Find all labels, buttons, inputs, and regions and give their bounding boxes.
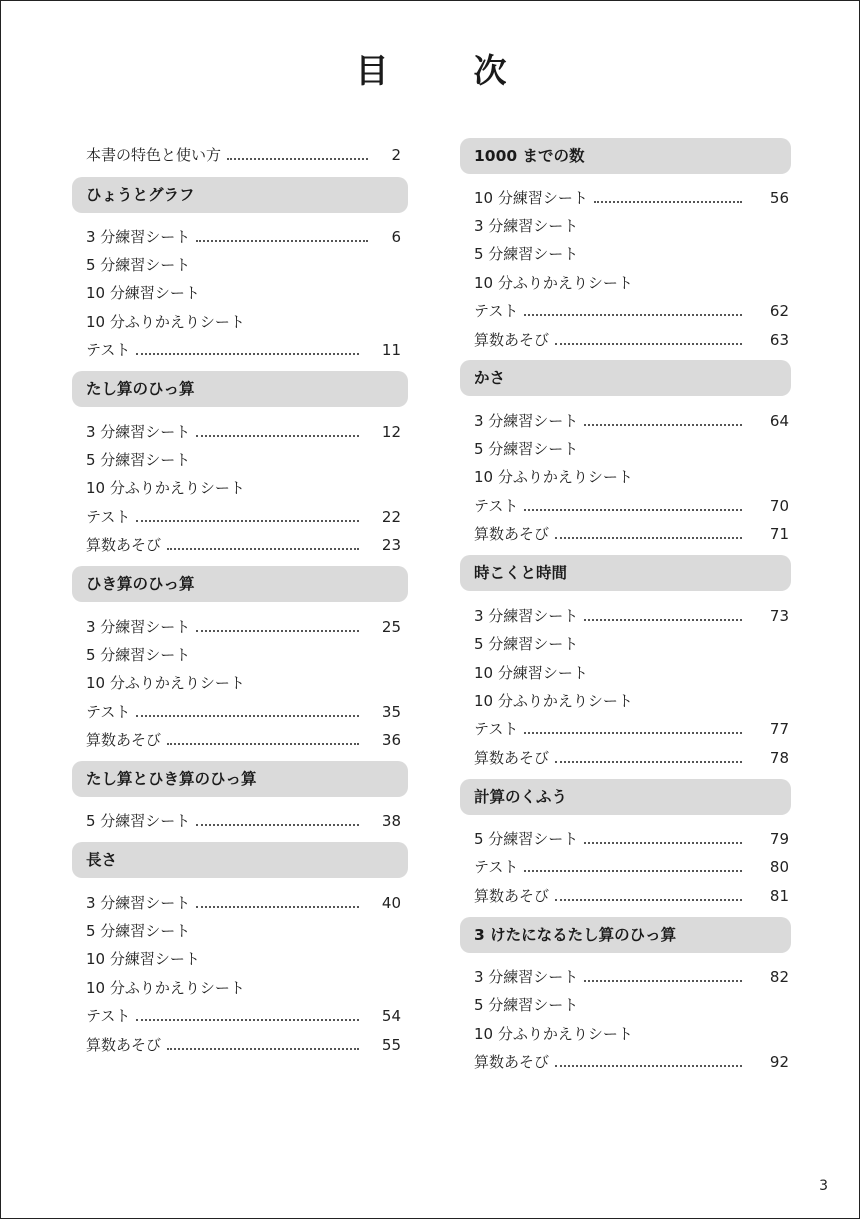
dot-leader [136,520,359,522]
toc-entry [86,533,408,557]
entry-page-number: 63 [769,331,789,349]
toc-entry [474,522,791,546]
entry-page-number: 56 [769,189,789,207]
dot-leader [555,537,742,539]
entry-label: 10 分練習シート [86,950,200,968]
entry-page-number: 73 [769,607,789,625]
dot-leader [594,201,742,203]
dot-leader [584,980,742,982]
entry-label: 10 分練習シート [86,284,200,302]
entry-page-number: 54 [381,1007,401,1025]
dot-leader [524,732,742,734]
entry-label: 3 分練習シート [474,412,579,430]
dot-leader [167,548,359,550]
dot-leader [555,899,742,901]
dot-leader [555,343,742,345]
entry-page-number: 23 [381,536,401,554]
entry-page-number: 2 [391,146,401,164]
dot-leader [167,743,359,745]
entry-label: 3 分練習シート [474,607,579,625]
toc-entry [86,505,408,529]
entry-label: 10 分練習シート [474,664,588,682]
entry-page-number: 70 [769,497,789,515]
entry-label: 算数あそび [474,525,550,543]
entry-page-number: 78 [769,749,789,767]
section-header: ひょうとグラフ [72,177,408,213]
entry-label: 5 分練習シート [86,451,191,469]
toc-entry [86,1004,408,1028]
entry-label: 5 分練習シート [86,922,191,940]
entry-label: 3 分練習シート [86,423,191,441]
entry-page-number: 36 [381,731,401,749]
toc-entry [86,281,408,305]
entry-page-number: 22 [381,508,401,526]
entry-page-number: 79 [769,830,789,848]
entry-label: 算数あそび [86,731,162,749]
section-header: 時こくと時間 [460,555,791,591]
toc-entry [474,186,791,210]
toc-entry [86,919,408,943]
entry-label: 3 分練習シート [86,894,191,912]
entry-label: 算数あそび [86,536,162,554]
entry-page-number: 77 [769,720,789,738]
entry-label: 5 分練習シート [86,646,191,664]
toc-entry [86,448,408,472]
toc-entry [474,437,791,461]
toc-entry [474,494,791,518]
toc-entry [474,993,791,1017]
toc-entry [474,855,791,879]
dot-leader [524,509,742,511]
toc-entry [474,689,791,713]
toc-entry [86,476,408,500]
entry-label: 10 分ふりかえりシート [474,692,633,710]
toc-entry [474,717,791,741]
entry-label: テスト [86,1007,131,1025]
entry-page-number: 35 [381,703,401,721]
toc-entry [474,1050,791,1074]
entry-page-number: 55 [381,1036,401,1054]
entry-page-number: 62 [769,302,789,320]
toc-entry [474,214,791,238]
entry-label: 10 分ふりかえりシート [474,468,633,486]
entry-label: 5 分練習シート [474,830,579,848]
entry-page-number: 92 [769,1053,789,1071]
entry-page-number: 38 [381,812,401,830]
section-header: 長さ [72,842,408,878]
dot-leader [524,314,742,316]
dot-leader [136,353,359,355]
entry-page-number: 82 [769,968,789,986]
toc-entry [474,884,791,908]
toc-entry [86,700,408,724]
toc-entry [474,271,791,295]
entry-label: 算数あそび [474,1053,550,1071]
page-number: 3 [819,1178,828,1194]
entry-label: 5 分練習シート [474,440,579,458]
dot-leader [196,630,359,632]
entry-page-number: 64 [769,412,789,430]
dot-leader [555,1065,742,1067]
section-header: たし算のひっ算 [72,371,408,407]
entry-label: 本書の特色と使い方 [86,146,222,164]
toc-entry [474,409,791,433]
entry-label: テスト [474,497,519,515]
toc-entry [86,225,408,249]
dot-leader [167,1048,359,1050]
entry-page-number: 25 [381,618,401,636]
toc-entry [86,143,408,167]
entry-label: 3 分練習シート [474,968,579,986]
entry-label: 10 分ふりかえりシート [86,979,245,997]
toc-entry [86,643,408,667]
entry-label: 10 分練習シート [474,189,588,207]
entry-label: テスト [474,858,519,876]
entry-label: 算数あそび [474,749,550,767]
entry-page-number: 12 [381,423,401,441]
entry-label: 10 分ふりかえりシート [86,479,245,497]
dot-leader [196,906,359,908]
page-title: 目 次 [355,51,533,90]
dot-leader [136,715,359,717]
toc-entry [474,328,791,352]
dot-leader [524,870,742,872]
entry-label: テスト [474,720,519,738]
entry-label: 10 分ふりかえりシート [86,674,245,692]
toc-entry [86,253,408,277]
toc-entry [474,965,791,989]
entry-label: テスト [86,508,131,526]
entry-label: テスト [86,703,131,721]
dot-leader [555,761,742,763]
entry-page-number: 11 [381,341,401,359]
entry-label: 10 分ふりかえりシート [474,274,633,292]
toc-entry [86,947,408,971]
section-header: 計算のくふう [460,779,791,815]
toc-entry [474,465,791,489]
section-header: たし算とひき算のひっ算 [72,761,408,797]
dot-leader [584,842,742,844]
toc-entry [474,827,791,851]
toc-entry [474,242,791,266]
section-header: 3 けたになるたし算のひっ算 [460,917,791,953]
dot-leader [227,158,368,160]
entry-label: 算数あそび [474,887,550,905]
entry-label: 算数あそび [86,1036,162,1054]
toc-entry [474,1022,791,1046]
dot-leader [196,824,359,826]
toc-entry [474,746,791,770]
toc-entry [86,615,408,639]
entry-label: 5 分練習シート [86,256,191,274]
entry-page-number: 81 [769,887,789,905]
entry-label: 5 分練習シート [474,245,579,263]
toc-entry [86,809,408,833]
toc-entry [86,1033,408,1057]
toc-entry [86,728,408,752]
section-header: ひき算のひっ算 [72,566,408,602]
entry-label: 3 分練習シート [86,618,191,636]
entry-label: 5 分練習シート [474,635,579,653]
entry-page-number: 40 [381,894,401,912]
entry-label: 3 分練習シート [474,217,579,235]
section-header: かさ [460,360,791,396]
entry-label: テスト [86,341,131,359]
toc-entry [86,338,408,362]
toc-entry [86,891,408,915]
dot-leader [196,240,368,242]
entry-page-number: 71 [769,525,789,543]
section-header: 1000 までの数 [460,138,791,174]
entry-label: テスト [474,302,519,320]
toc-entry [474,661,791,685]
entry-label: 算数あそび [474,331,550,349]
toc-entry [474,299,791,323]
entry-label: 10 分ふりかえりシート [474,1025,633,1043]
dot-leader [196,435,359,437]
dot-leader [584,424,742,426]
entry-label: 5 分練習シート [86,812,191,830]
dot-leader [584,619,742,621]
entry-label: 3 分練習シート [86,228,191,246]
toc-entry [86,420,408,444]
toc-entry [474,632,791,656]
dot-leader [136,1019,359,1021]
entry-page-number: 6 [391,228,401,246]
entry-page-number: 80 [769,858,789,876]
entry-label: 5 分練習シート [474,996,579,1014]
toc-entry [474,604,791,628]
toc-entry [86,976,408,1000]
toc-entry [86,310,408,334]
entry-label: 10 分ふりかえりシート [86,313,245,331]
toc-entry [86,671,408,695]
